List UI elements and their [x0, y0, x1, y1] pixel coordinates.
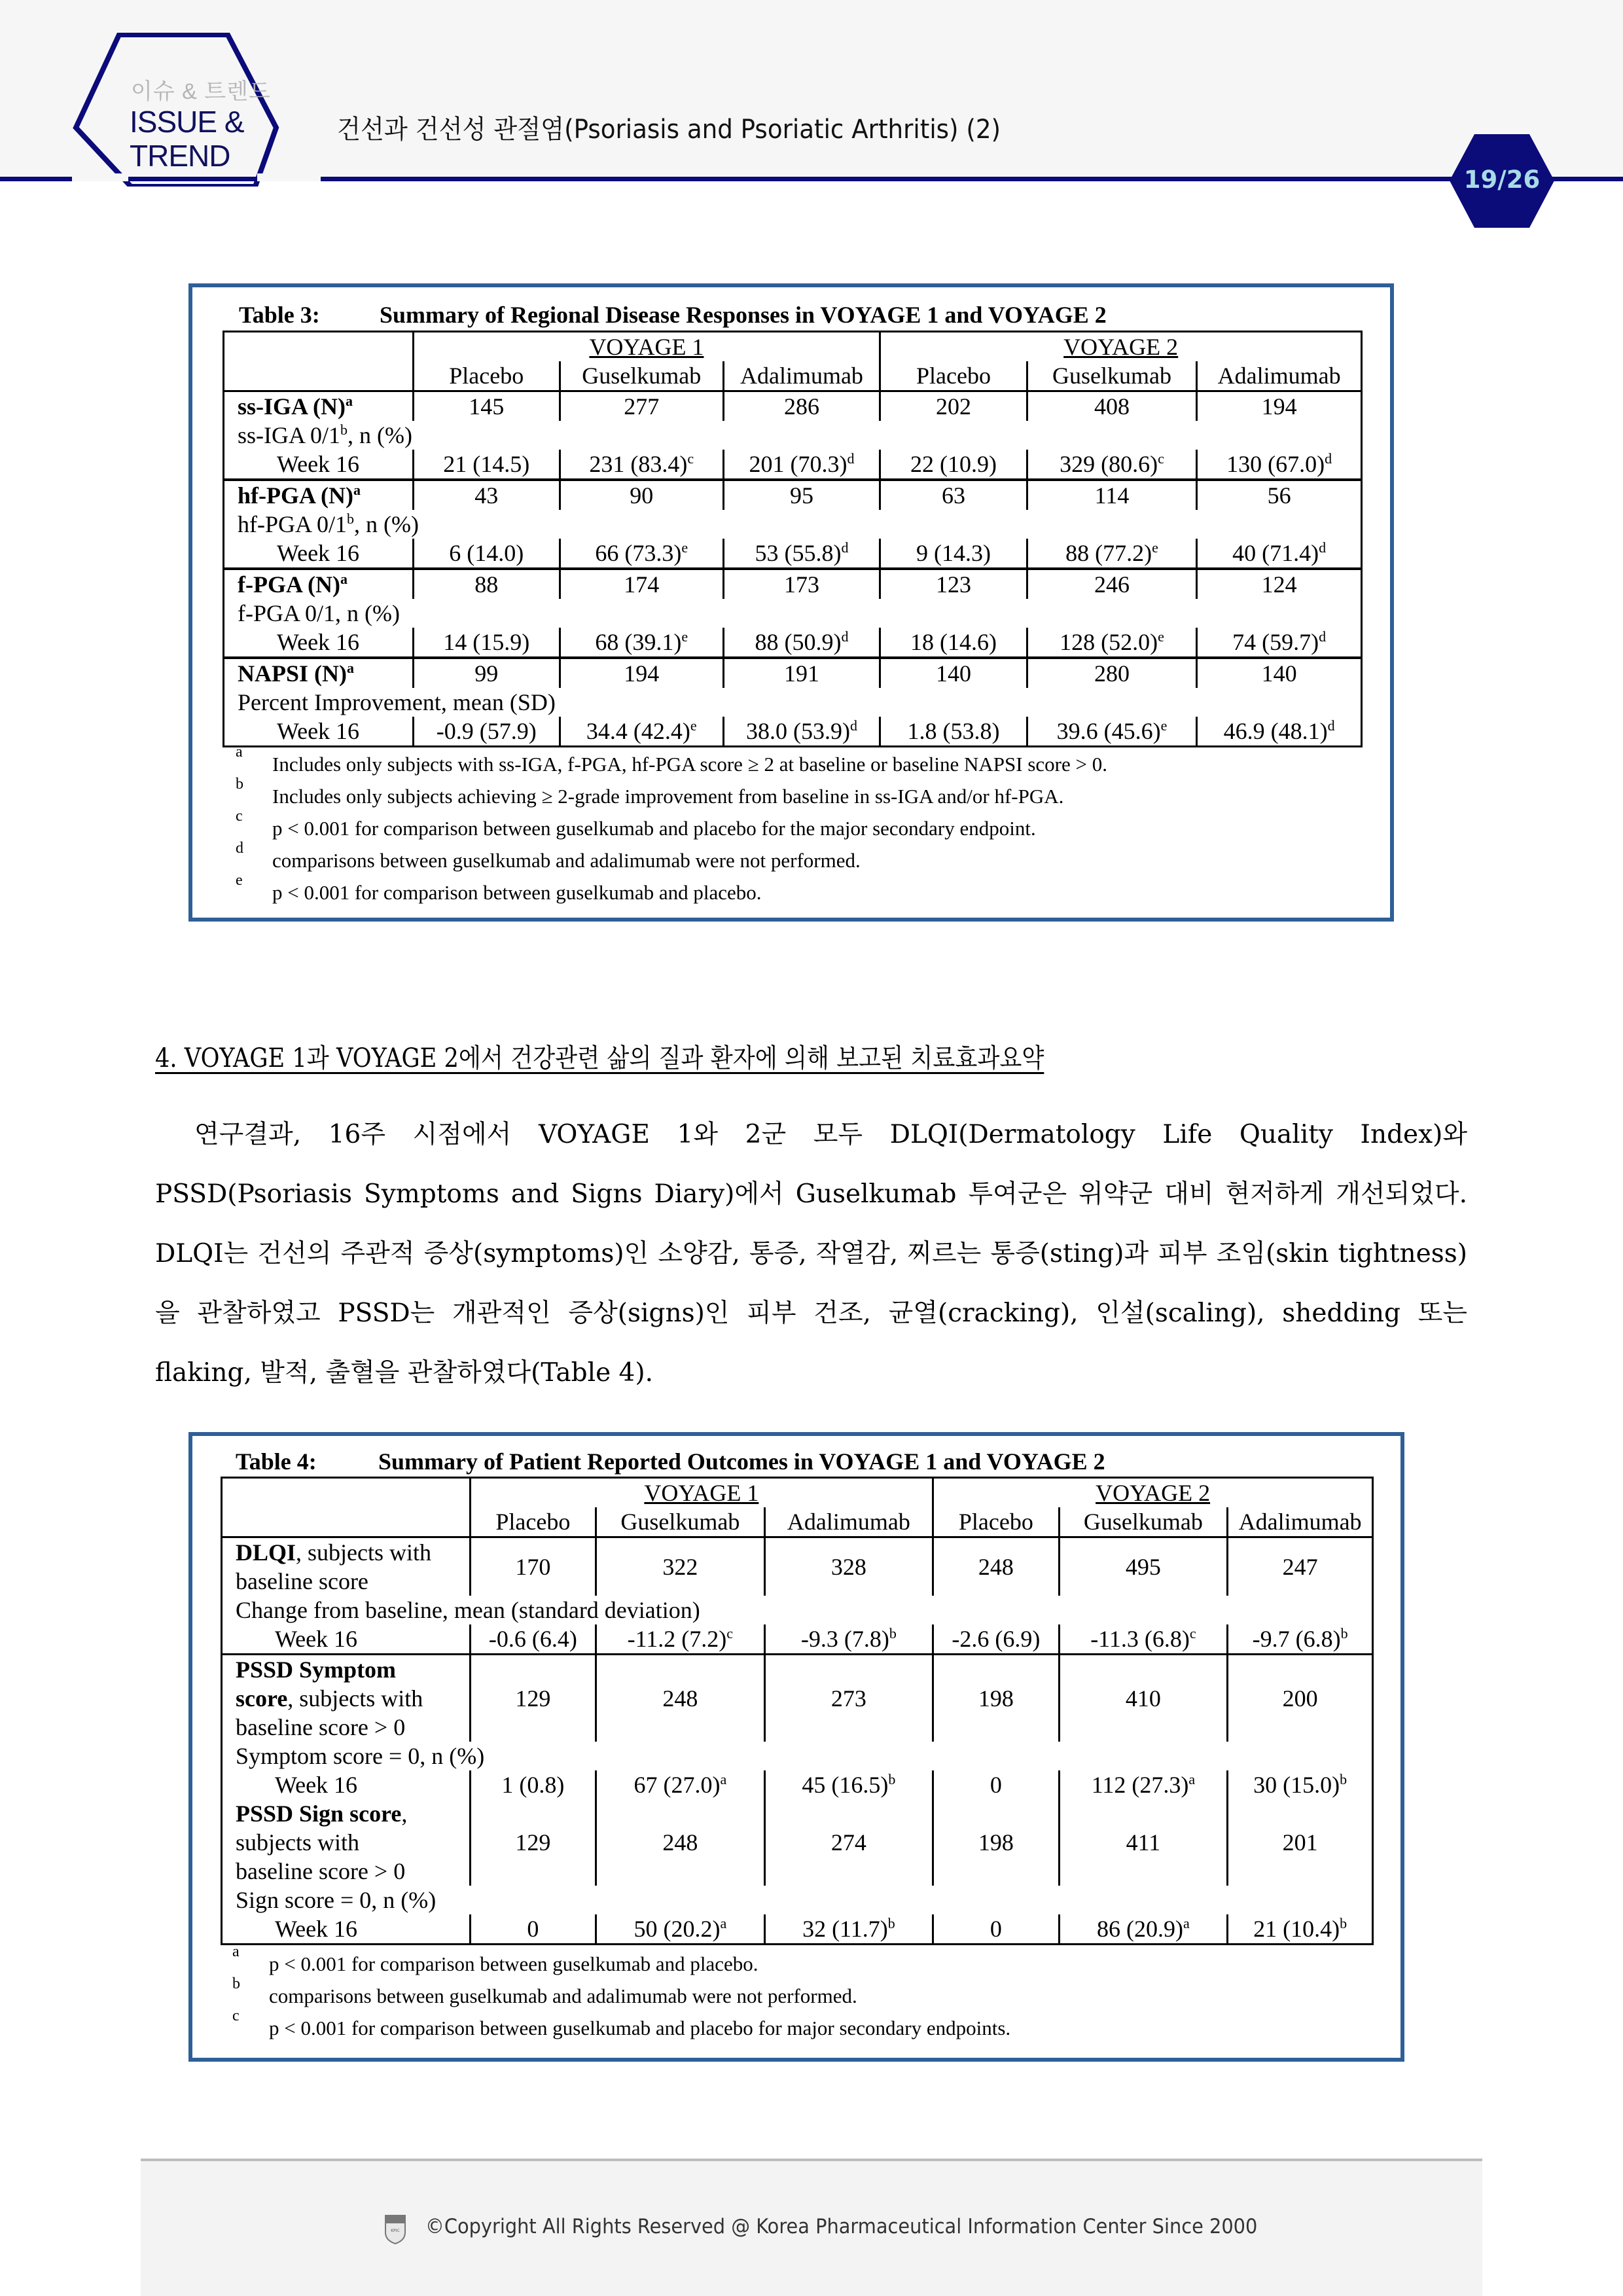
logo-line-2: TREND	[130, 139, 230, 173]
table3-cell: 286	[723, 391, 880, 422]
table3-sub-label	[224, 421, 1362, 450]
cell-value: 6 (14.0)	[449, 540, 524, 566]
table4-col-header: Placebo	[470, 1507, 596, 1537]
footnote-text: Includes only subjects achieving ≥ 2-grade improvement from baseline in ss-IGA and/or hf-PGA.	[272, 785, 1064, 808]
table4-cell: 411	[1059, 1799, 1228, 1886]
table3-n-row	[224, 391, 1362, 422]
table4-cell	[933, 1624, 1059, 1655]
table4-pssd-symptom-week-row	[222, 1770, 1373, 1799]
table4-cell	[1059, 1914, 1228, 1945]
table3-col-header: Guselkumab	[560, 361, 723, 391]
table3-week-row	[224, 717, 1362, 747]
footnote-text: comparisons between guselkumab and adalimumab were not performed.	[269, 1984, 857, 2007]
footer-logo-text: KPIC	[391, 2229, 400, 2233]
cell-value: 46.9 (48.1)	[1223, 718, 1328, 744]
table3-cell: 246	[1027, 569, 1197, 599]
table4-cell: 198	[933, 1655, 1059, 1742]
footnote-mark: d	[1319, 628, 1327, 645]
table3-cell	[1197, 628, 1362, 658]
cell-value: 50 (20.2)	[633, 1916, 721, 1942]
table3-cell: 194	[1197, 391, 1362, 422]
cell-value: 21 (14.5)	[443, 451, 530, 477]
footnote-text: p < 0.001 for comparison between guselkumab and placebo.	[269, 1952, 758, 1975]
footnote-mark: c	[726, 1625, 734, 1641]
cell-value: 74 (59.7)	[1232, 629, 1319, 655]
table4-cell: 273	[764, 1655, 933, 1742]
label-bold: score	[236, 1685, 288, 1712]
table3-section-label	[224, 658, 414, 688]
cell-value: 0	[527, 1916, 539, 1942]
footnote-mark: a	[236, 744, 243, 761]
table4-group-voyage2: VOYAGE 2	[933, 1478, 1373, 1508]
table3-week-label: Week 16	[277, 540, 360, 566]
cell-value: 66 (73.3)	[595, 540, 682, 566]
table4-cell	[470, 1624, 596, 1655]
footnote-mark: e	[681, 628, 688, 645]
footnote-mark: b	[888, 1771, 896, 1787]
table3-sub-row	[224, 510, 1362, 539]
table3-cell	[880, 539, 1027, 569]
table3-sub-label	[224, 599, 1362, 628]
table4-cell	[1059, 1770, 1228, 1799]
cell-value: 1.8 (53.8)	[907, 718, 1000, 744]
footnote-mark: b	[1340, 1771, 1347, 1787]
table3-cell	[1197, 539, 1362, 569]
table4-group-voyage1: VOYAGE 1	[470, 1478, 933, 1508]
cell-value: 39.6 (45.6)	[1056, 718, 1161, 744]
section-heading: 4. VOYAGE 1과 VOYAGE 2에서 건강관련 삶의 질과 환자에 의해 보고된 치료효과요약	[155, 1043, 1044, 1073]
table3-sub-label	[224, 688, 1362, 717]
footnote-mark: a	[232, 1943, 240, 1960]
table3-cell	[1027, 628, 1197, 658]
table4-sub-label: Change from baseline, mean (standard deviation)	[236, 1597, 700, 1623]
table4-cell: 248	[596, 1655, 765, 1742]
table3-col-header: Placebo	[880, 361, 1027, 391]
table4-title: Summary of Patient Reported Outcomes in VOYAGE 1 and VOYAGE 2	[378, 1448, 1105, 1475]
table3-col-header: Guselkumab	[1027, 361, 1197, 391]
footnote-mark: d	[1319, 539, 1327, 556]
table3-cell	[1027, 450, 1197, 480]
footnote-text: p < 0.001 for comparison between guselkumab and placebo for the major secondary endpoint.	[272, 817, 1036, 840]
table4-group-header-row	[222, 1478, 1373, 1508]
footnote-mark: c	[232, 2007, 240, 2024]
table4-cell	[933, 1770, 1059, 1799]
table3-cell	[560, 450, 723, 480]
cell-value: -11.3 (6.8)	[1090, 1626, 1190, 1652]
cell-value: 30 (15.0)	[1253, 1772, 1340, 1798]
table4-cell	[596, 1624, 765, 1655]
cell-value: 38.0 (53.9)	[745, 718, 850, 744]
footnote-mark: a	[1188, 1771, 1196, 1787]
table4-cell: 495	[1059, 1537, 1228, 1596]
cell-value: 68 (39.1)	[595, 629, 682, 655]
table3-sub-row	[224, 421, 1362, 450]
label-text: f-PGA (N)	[238, 571, 340, 598]
label-rest: , subjects with	[296, 1539, 432, 1566]
table4-week-label: Week 16	[275, 1772, 358, 1798]
footnote-mark: a	[353, 482, 361, 498]
table4-cell: 248	[596, 1799, 765, 1886]
kpic-shield-icon	[384, 2214, 406, 2244]
table4-cell: 200	[1228, 1655, 1373, 1742]
table4-cell	[1059, 1624, 1228, 1655]
table3-cell	[880, 717, 1027, 747]
table3-cell	[723, 539, 880, 569]
table3-section-label	[224, 391, 414, 422]
table3-week-row	[224, 450, 1362, 480]
table3-cell: 277	[560, 391, 723, 422]
footnote-mark: e	[1152, 539, 1158, 556]
table3-cell: 90	[560, 480, 723, 510]
table4-label: Table 4:	[236, 1448, 317, 1475]
table4-pssd-sign-n-row	[222, 1799, 1373, 1886]
table3-cell	[1027, 717, 1197, 747]
footnote-mark: e	[1160, 717, 1168, 734]
footnote-mark: e	[690, 717, 697, 734]
table4-cell: 274	[764, 1799, 933, 1886]
cell-value: -9.7 (6.8)	[1252, 1626, 1341, 1652]
table3-cell	[1197, 717, 1362, 747]
cell-value: 0	[990, 1916, 1002, 1942]
table4-pssd-symptom-label	[222, 1655, 471, 1742]
label-text: hf-PGA (N)	[238, 482, 353, 509]
cell-value: 88 (50.9)	[755, 629, 842, 655]
logo-korean-text: 이슈 & 트렌드	[131, 79, 271, 104]
table3-cell: 280	[1027, 658, 1197, 688]
table3-week-label: Week 16	[277, 718, 360, 744]
table3-cell: 114	[1027, 480, 1197, 510]
table3-cell: 194	[560, 658, 723, 688]
logo-line-1: ISSUE &	[130, 105, 244, 139]
cell-value: 112 (27.3)	[1091, 1772, 1189, 1798]
cell-value: 34.4 (42.4)	[586, 718, 690, 744]
table3-cell: 99	[413, 658, 560, 688]
cell-value: 32 (11.7)	[802, 1916, 888, 1942]
logo-english-text	[130, 105, 244, 173]
cell-value: -11.2 (7.2)	[627, 1626, 727, 1652]
table4-dlqi-week-row	[222, 1624, 1373, 1655]
label-rest: ,	[401, 1801, 408, 1827]
body-paragraph: 연구결과, 16주 시점에서 VOYAGE 1와 2군 모두 DLQI(Dermatology Life Quality Index)와 PSSD(Psoriasis Symptoms and Signs Diary)에서 Guselkumab 투여군은 위약군 대비 현저하게 개선되었다. DLQI는 건선의 주관적 증상(symptoms)인 소양감, 통증, 작열감, 찌르는 통증(sting)과 피부 조임(skin tightness)을 관찰하였고 PSSD는 개관적인 증상(signs)인 피부 건조, 균열(cracking), 인설(scaling), shedding 또는 flaking, 발적, 출혈을 관찰하였다(Table 4).	[155, 1120, 1467, 1388]
label-text: ss-IGA (N)	[238, 393, 346, 420]
table3-cell: 202	[880, 391, 1027, 422]
table3-cell: 145	[413, 391, 560, 422]
table3-cell: 124	[1197, 569, 1362, 599]
table4-col-header: Guselkumab	[596, 1507, 765, 1537]
footnote-mark: b	[887, 1915, 895, 1931]
footnote-mark: d	[236, 840, 243, 857]
table3-sub-row	[224, 688, 1362, 717]
table3-label: Table 3:	[239, 302, 320, 328]
table4-cell: 201	[1228, 1799, 1373, 1886]
table4-col-header: Guselkumab	[1059, 1507, 1228, 1537]
table3-sub-row	[224, 599, 1362, 628]
table4-cell: 198	[933, 1799, 1059, 1886]
table4-cell	[596, 1914, 765, 1945]
cell-value: 201 (70.3)	[749, 451, 847, 477]
footnote-mark: a	[346, 393, 353, 409]
table3-col-header: Placebo	[413, 361, 560, 391]
footnote-mark: a	[347, 660, 354, 676]
cell-value: 14 (15.9)	[443, 629, 530, 655]
table4-sub-label: Sign score = 0, n (%)	[236, 1887, 437, 1913]
cell-value: 128 (52.0)	[1060, 629, 1158, 655]
table4-cell: 129	[470, 1655, 596, 1742]
table4-cell	[470, 1914, 596, 1945]
table3-cell: 174	[560, 569, 723, 599]
footnote-mark: a	[1183, 1915, 1190, 1931]
table4-dlqi-n-row	[222, 1537, 1373, 1596]
footnote-text: p < 0.001 for comparison between guselkumab and placebo.	[272, 881, 762, 904]
table3-cell	[880, 628, 1027, 658]
table4-col-header: Adalimumab	[764, 1507, 933, 1537]
footnote-mark: b	[232, 1975, 240, 1992]
table3-cell	[1197, 450, 1362, 480]
label-line2: subjects with	[236, 1829, 359, 1856]
table3-cell: 123	[880, 569, 1027, 599]
table4	[221, 1477, 1374, 1945]
table4-dlqi-sub-row	[222, 1596, 1373, 1624]
table4-cell	[764, 1770, 933, 1799]
footnote-mark: d	[1325, 450, 1332, 467]
footnote-mark: a	[720, 1771, 727, 1787]
table3-cell	[413, 628, 560, 658]
table3-cell: 43	[413, 480, 560, 510]
footnote-mark: c	[1189, 1625, 1196, 1641]
copyright-text: ©Copyright All Rights Reserved @ Korea Pharmaceutical Information Center Since 2000	[425, 2215, 1258, 2238]
table3-caption	[239, 301, 1107, 329]
document-title: 건선과 건선성 관절염(Psoriasis and Psoriatic Arthritis) (2)	[337, 115, 1001, 145]
sub-label-text: Percent Improvement, mean (SD)	[238, 689, 556, 715]
page-indicator: 19/26	[1463, 166, 1541, 194]
footnote-mark: a	[720, 1915, 727, 1931]
label-text: NAPSI (N)	[238, 660, 347, 687]
sub-label-text: hf-PGA 0/1	[238, 511, 348, 537]
table3-week-label: Week 16	[277, 629, 360, 655]
footnote-text: Includes only subjects with ss-IGA, f-PGA, hf-PGA score ≥ 2 at baseline or baseline NAPSI score > 0.	[272, 753, 1107, 776]
footnote-mark: d	[849, 717, 857, 734]
footnote-mark: b	[347, 511, 355, 527]
table3-column-header-row	[224, 361, 1362, 391]
cell-value: 18 (14.6)	[910, 629, 997, 655]
table3-cell: 408	[1027, 391, 1197, 422]
footnote-mark: c	[1158, 450, 1164, 467]
cell-value: 0	[990, 1772, 1002, 1798]
table4-pssd-sign-label	[222, 1799, 471, 1886]
footnote-mark: c	[687, 450, 694, 467]
footnote-mark: b	[1340, 1915, 1347, 1931]
cell-value: 88 (77.2)	[1065, 540, 1152, 566]
footnote-mark: d	[1327, 717, 1335, 734]
table3-cell	[880, 450, 1027, 480]
cell-value: 231 (83.4)	[589, 451, 688, 477]
table4-cell: 410	[1059, 1655, 1228, 1742]
cell-value: 21 (10.4)	[1253, 1916, 1340, 1942]
table4-cell	[933, 1914, 1059, 1945]
sub-label-text: ss-IGA 0/1	[238, 422, 341, 448]
footnote-mark: a	[340, 571, 348, 587]
table4-sub-label: Symptom score = 0, n (%)	[236, 1743, 485, 1769]
table4-cell: 129	[470, 1799, 596, 1886]
table3-cell	[560, 628, 723, 658]
table3-title: Summary of Regional Disease Responses in VOYAGE 1 and VOYAGE 2	[380, 302, 1107, 328]
table4-column-header-row	[222, 1507, 1373, 1537]
table4-pssd-sign-week-row	[222, 1914, 1373, 1945]
table4-cell	[1228, 1770, 1373, 1799]
cell-value: -0.6 (6.4)	[488, 1626, 577, 1652]
cell-value: -9.3 (7.8)	[800, 1626, 889, 1652]
cell-value: 40 (71.4)	[1232, 540, 1319, 566]
label-line3: baseline score > 0	[236, 1714, 406, 1740]
footnote-text: comparisons between guselkumab and adalimumab were not performed.	[272, 849, 861, 872]
sub-label-rest: , n (%)	[348, 422, 412, 448]
footnote-mark: d	[841, 539, 849, 556]
table4-col-header: Placebo	[933, 1507, 1059, 1537]
label-line2: baseline score	[236, 1568, 368, 1594]
table3-week-label: Week 16	[277, 451, 360, 477]
label-line3: baseline score > 0	[236, 1858, 406, 1884]
footnote-text: p < 0.001 for comparison between guselkumab and placebo for major secondary endpoints.	[269, 2017, 1011, 2039]
table3-cell	[560, 717, 723, 747]
cell-value: 329 (80.6)	[1060, 451, 1158, 477]
table3-week-row	[224, 628, 1362, 658]
table4-pssd-sign-sub-row	[222, 1886, 1373, 1914]
footnote-mark: d	[841, 628, 849, 645]
table3-cell: 88	[413, 569, 560, 599]
footnote-mark: b	[889, 1625, 897, 1641]
footnote-mark: b	[340, 422, 348, 438]
footnote-mark: e	[1158, 628, 1164, 645]
table3-cell	[413, 717, 560, 747]
footnote-mark: b	[1340, 1625, 1348, 1641]
table3-cell	[723, 717, 880, 747]
label-bold: DLQI	[236, 1539, 296, 1566]
label-rest: , subjects with	[287, 1685, 423, 1712]
table3-cell: 95	[723, 480, 880, 510]
table3-section-label	[224, 480, 414, 510]
footnote-mark: e	[681, 539, 688, 556]
table4-week-label: Week 16	[275, 1916, 358, 1942]
sub-label-rest: , n (%)	[354, 511, 419, 537]
table3-cell: 173	[723, 569, 880, 599]
cell-value: -2.6 (6.9)	[952, 1626, 1041, 1652]
table4-cell	[470, 1770, 596, 1799]
table3-group-voyage2: VOYAGE 2	[880, 332, 1362, 362]
table3-cell: 140	[1197, 658, 1362, 688]
footnote-mark: d	[847, 450, 855, 467]
table4-col-header: Adalimumab	[1228, 1507, 1373, 1537]
cell-value: 53 (55.8)	[755, 540, 842, 566]
table3-group-header-row	[224, 332, 1362, 362]
cell-value: -0.9 (57.9)	[436, 718, 537, 744]
table3-body	[224, 391, 1362, 747]
table4-cell: 247	[1228, 1537, 1373, 1596]
table4-pssd-symptom-sub-row	[222, 1742, 1373, 1770]
sub-label-text: f-PGA 0/1, n (%)	[238, 600, 400, 626]
table3-section-label	[224, 569, 414, 599]
table3-n-row	[224, 658, 1362, 688]
table3-week-row	[224, 539, 1362, 569]
footnote-mark: e	[236, 872, 243, 889]
cell-value: 22 (10.9)	[910, 451, 997, 477]
table4-cell	[596, 1770, 765, 1799]
table3-group-voyage1: VOYAGE 1	[413, 332, 880, 362]
table3-sub-label	[224, 510, 1362, 539]
table4-cell: 248	[933, 1537, 1059, 1596]
table3-cell	[560, 539, 723, 569]
cell-value: 86 (20.9)	[1097, 1916, 1183, 1942]
table4-cell: 328	[764, 1537, 933, 1596]
table3-n-row	[224, 569, 1362, 599]
table3-n-row	[224, 480, 1362, 510]
table3-cell	[1027, 539, 1197, 569]
table4-cell: 322	[596, 1537, 765, 1596]
footnote-mark: b	[236, 776, 243, 793]
cell-value: 9 (14.3)	[916, 540, 991, 566]
table4-dlqi-label	[222, 1537, 471, 1596]
table3-cell	[413, 539, 560, 569]
table3-col-header: Adalimumab	[1197, 361, 1362, 391]
table4-cell	[764, 1914, 933, 1945]
label-bold: PSSD Sign score	[236, 1801, 402, 1827]
table4-week-label: Week 16	[275, 1626, 358, 1652]
table3-cell: 63	[880, 480, 1027, 510]
table3-cell	[723, 450, 880, 480]
table3-cell	[723, 628, 880, 658]
table3-cell: 56	[1197, 480, 1362, 510]
table4-pssd-symptom-n-row	[222, 1655, 1373, 1742]
table3-cell: 191	[723, 658, 880, 688]
table3-col-header: Adalimumab	[723, 361, 880, 391]
table4-cell	[1228, 1624, 1373, 1655]
cell-value: 45 (16.5)	[802, 1772, 889, 1798]
table3-cell	[413, 450, 560, 480]
label-bold: PSSD Symptom	[236, 1657, 397, 1683]
table3-cell: 140	[880, 658, 1027, 688]
table3	[223, 331, 1363, 747]
cell-value: 130 (67.0)	[1226, 451, 1325, 477]
table4-caption	[236, 1448, 1105, 1475]
table4-cell: 170	[470, 1537, 596, 1596]
footnote-mark: c	[236, 808, 243, 825]
table4-cell	[764, 1624, 933, 1655]
table4-cell	[1228, 1914, 1373, 1945]
cell-value: 67 (27.0)	[633, 1772, 721, 1798]
cell-value: 1 (0.8)	[501, 1772, 565, 1798]
